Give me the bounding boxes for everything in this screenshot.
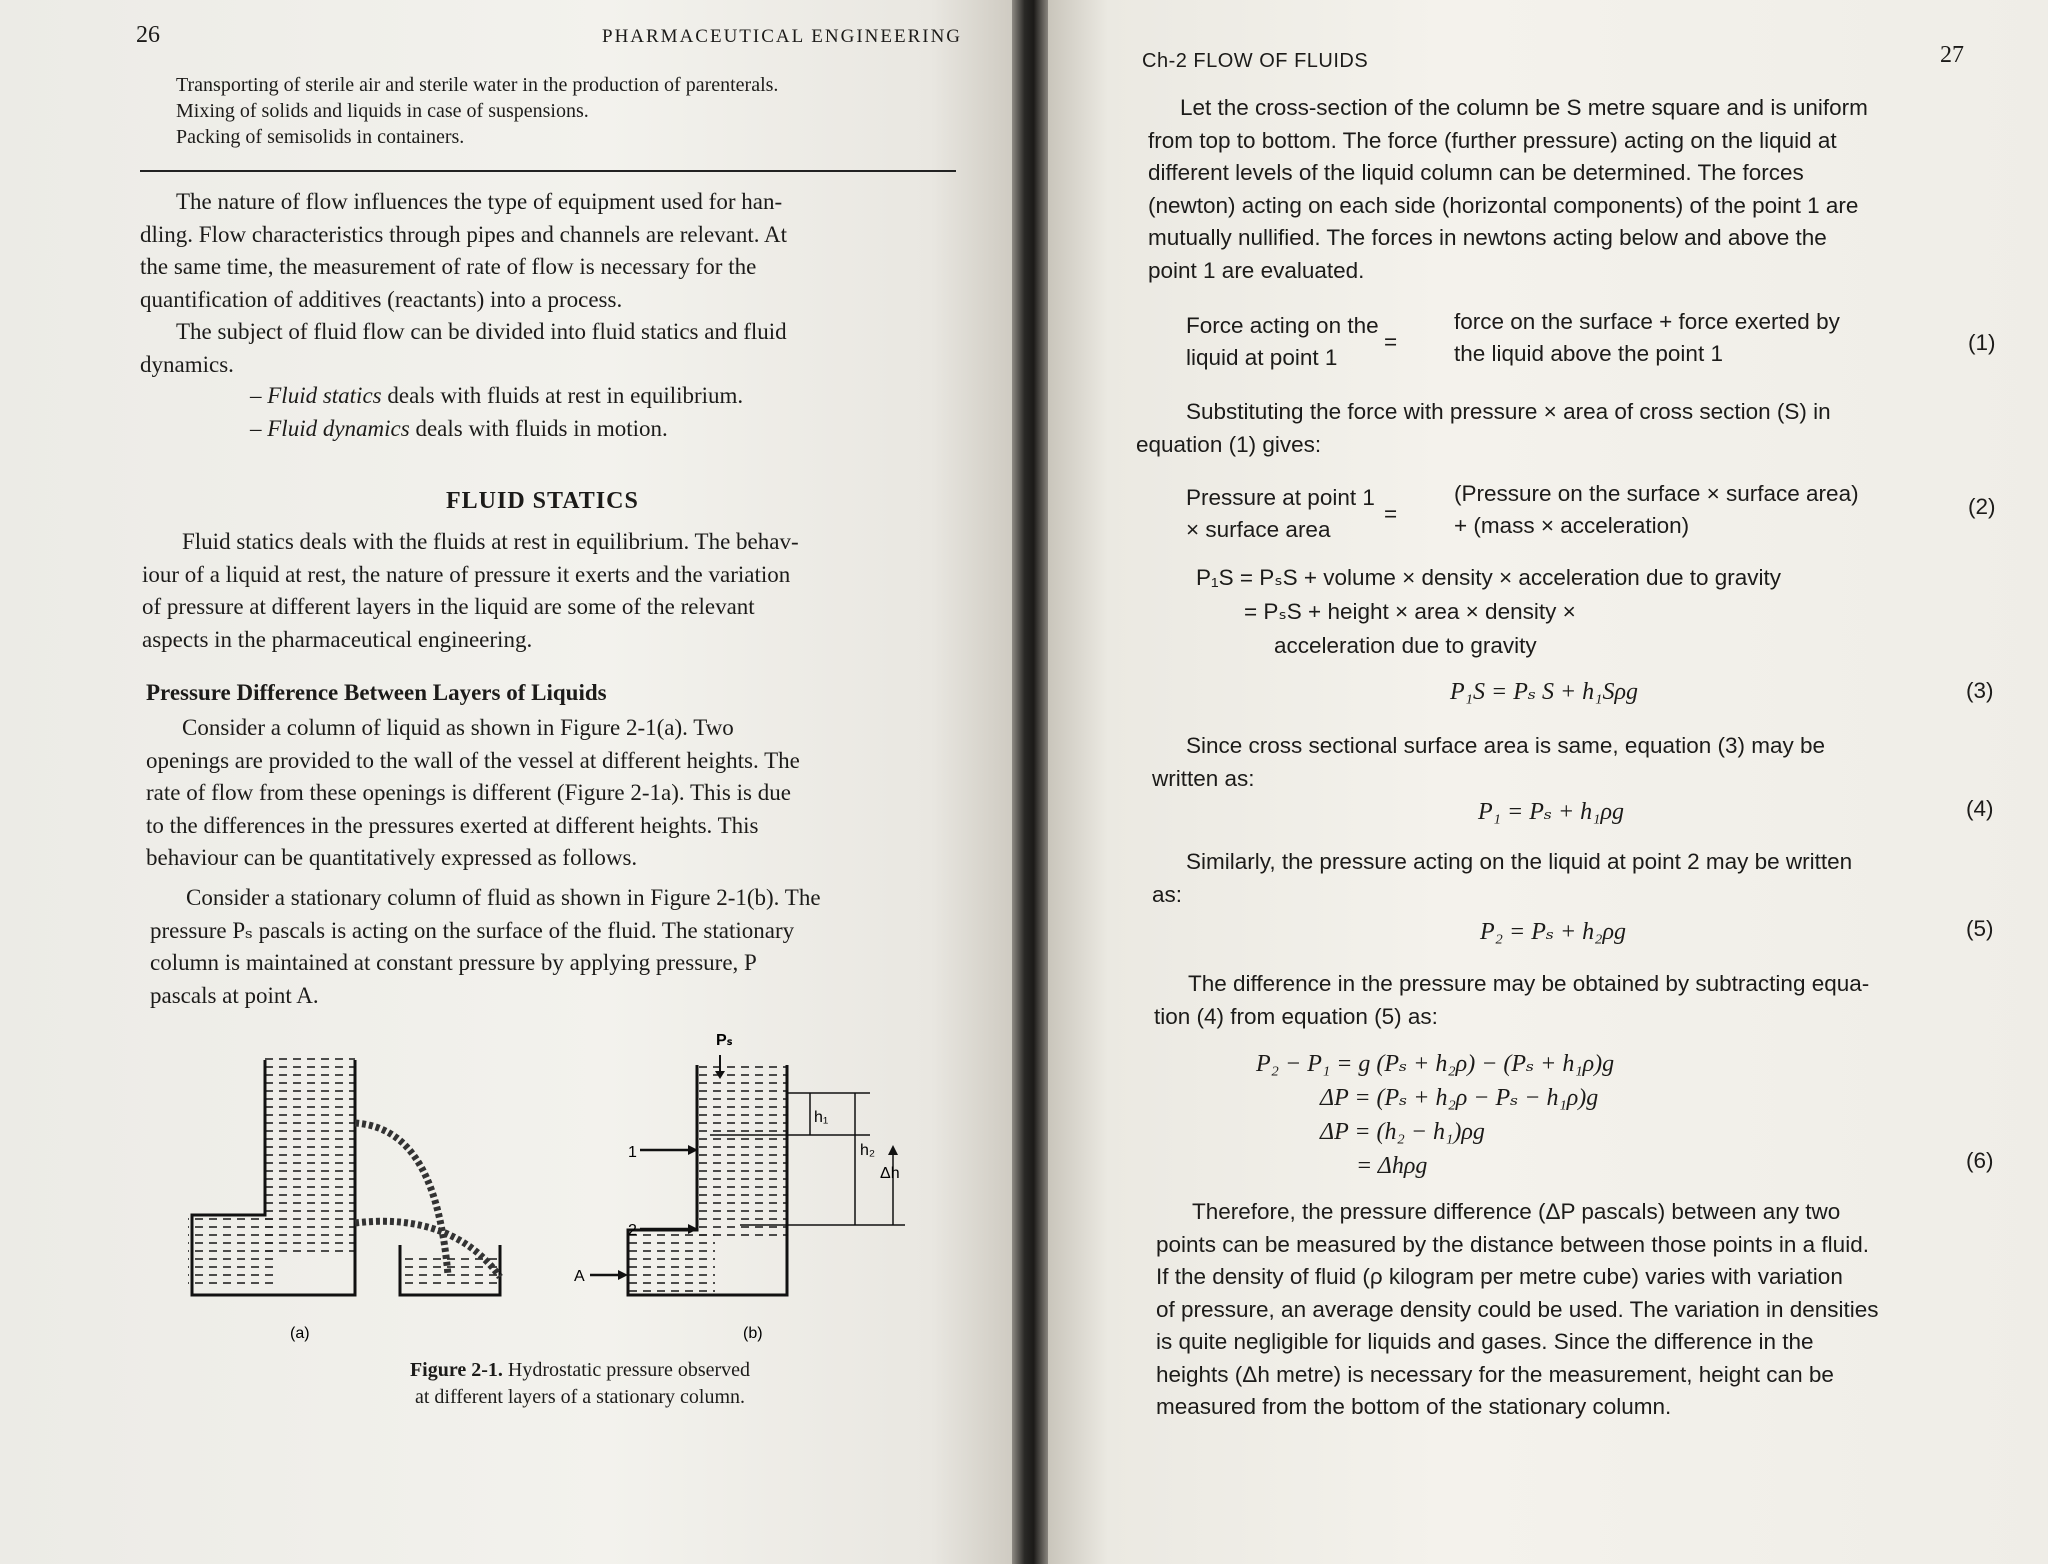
text-line: behaviour can be quantitatively expressed as follows. — [146, 845, 638, 870]
equation-2-sign: = — [1384, 501, 1398, 526]
text-line: Since cross sectional surface area is same, equation (3) may be — [1186, 733, 1826, 758]
text-line: Let the cross-section of the column be S metre square and is uniform — [1180, 95, 1868, 120]
text-line: openings are provided to the wall of the vessel at different heights. The — [146, 747, 800, 773]
ps-label: Pₛ — [716, 1032, 733, 1049]
text-line: iour of a liquid at rest, the nature of pressure it exerts and the variation — [142, 561, 791, 587]
equation-number: (4) — [1966, 796, 1994, 821]
text-line: dling. Flow characteristics through pipes and channels are relevant. At — [140, 221, 787, 247]
paragraph — [1136, 396, 2020, 461]
equation-number: (3) — [1966, 678, 1994, 703]
text-line: quantification of additives (reactants) into a process. — [140, 286, 623, 312]
text-line: If the density of fluid (ρ kilogram per metre cube) varies with variation — [1156, 1264, 1843, 1289]
bullet-item: – Fluid dynamics deals with fluids in motion. — [250, 415, 668, 441]
text-line: as: — [1152, 881, 1183, 907]
equation-block-line: = PₛS + height × area × density × — [1244, 599, 1576, 624]
paragraph — [150, 882, 966, 1012]
text-line: tion (4) from equation (5) as: — [1154, 1003, 1438, 1029]
text-line: equation (1) gives: — [1136, 431, 1322, 457]
text-line: The difference in the pressure may be obtained by subtracting equa- — [1188, 971, 1870, 996]
text-line: aspects in the pharmaceutical engineering. — [142, 626, 533, 652]
figure-a — [188, 1055, 500, 1295]
page-number: 27 — [1940, 42, 1964, 68]
paragraph — [1154, 968, 2030, 1033]
right-page — [1048, 0, 2048, 1564]
text-line: mutually nullified. The forces in newtons acting below and above the — [1148, 225, 1827, 250]
section-heading: FLUID STATICS — [446, 488, 639, 514]
paragraph — [1156, 1196, 2032, 1424]
equation-2-right: (Pressure on the surface × surface area) + (mass × acceleration) — [1454, 481, 1859, 538]
running-head: PHARMACEUTICAL ENGINEERING — [602, 26, 963, 47]
equation-number: (5) — [1966, 916, 1994, 941]
bullet-list — [250, 380, 950, 445]
h1-label: h₁ — [814, 1109, 829, 1126]
text-line: (newton) acting on each side (horizontal components) of the point 1 are — [1148, 192, 1859, 218]
paragraph — [1148, 92, 2020, 287]
text-line: different levels of the liquid column can be determined. The forces — [1148, 160, 1804, 185]
equation-5: P₂ = Pₛ + h₂ρg — [1480, 919, 1627, 945]
text-line: Consider a stationary column of fluid as shown in Figure 2-1(b). The — [186, 885, 821, 910]
equation-3: P₁S = Pₛ S + h₁Sρg — [1450, 679, 1639, 705]
text-line: from top to bottom. The force (further pressure) acting on the liquid at — [1148, 127, 1837, 153]
text-line: The subject of fluid flow can be divided into fluid statics and fluid — [176, 319, 787, 344]
equation-block-line: P₁S = PₛS + volume × density × acceleration due to gravity — [1196, 565, 1782, 590]
divider-rule — [140, 170, 956, 172]
text-line: Fluid statics deals with the fluids at rest in equilibrium. The behav- — [182, 529, 799, 554]
text-line: column is maintained at constant pressure by applying pressure, P — [150, 950, 757, 975]
equation-1-sign: = — [1384, 329, 1398, 354]
text-line: dynamics. — [140, 351, 234, 377]
intro-item: Transporting of sterile air and sterile water in the production of parenterals. — [176, 74, 779, 96]
equation-number: (1) — [1968, 330, 1996, 355]
equation-6-line: = Δhρg — [1356, 1153, 1428, 1179]
text-line: the same time, the measurement of rate of flow is necessary for the — [140, 254, 757, 279]
text-line: of pressure, an average density could be used. The variation in densities — [1156, 1296, 1879, 1322]
equation-number: (6) — [1966, 1148, 1994, 1173]
book-gutter — [1012, 0, 1048, 1564]
intro-item: Packing of semisolids in containers. — [176, 126, 465, 148]
h2-label: h₂ — [860, 1142, 876, 1159]
hydrostatic-figure — [180, 1015, 940, 1345]
text-line: Similarly, the pressure acting on the liquid at point 2 may be written — [1186, 849, 1853, 874]
equation-2-left: Pressure at point 1 × surface area — [1186, 485, 1375, 542]
paragraph — [146, 712, 964, 875]
subheading: Pressure Difference Between Layers of Liquids — [146, 680, 607, 705]
equation-1-right: force on the surface + force exerted by the liquid above the point 1 — [1454, 309, 1840, 366]
paragraph — [1152, 730, 2032, 795]
dh-label: Δh — [880, 1165, 900, 1182]
text-line: The nature of flow influences the type of equipment used for han- — [176, 189, 783, 214]
text-line: Therefore, the pressure difference (ΔP pascals) between any two — [1192, 1199, 1841, 1224]
equation-4: P₁ = Pₛ + h₁ρg — [1478, 799, 1625, 825]
bullet-item: – Fluid statics deals with fluids at rest in equilibrium. — [250, 383, 744, 408]
text-line: Consider a column of liquid as shown in Figure 2-1(a). Two — [182, 715, 734, 740]
text-line: heights (Δh metre) is necessary for the measurement, height can be — [1156, 1361, 1834, 1387]
text-line: points can be measured by the distance between those points in a fluid. — [1156, 1231, 1869, 1257]
figure-b-label: (b) — [743, 1325, 763, 1342]
running-head: Ch-2 FLOW OF FLUIDS — [1142, 50, 1369, 72]
paragraph — [142, 526, 956, 656]
point1-label: 1 — [628, 1144, 637, 1161]
equation-6-line: P₂ − P₁ = g (Pₛ + h₂ρ) − (Pₛ + h₁ρ)g — [1256, 1051, 1615, 1077]
text-line: Substituting the force with pressure × area of cross section (S) in — [1186, 399, 1831, 424]
point2-label: 2 — [628, 1222, 637, 1239]
intro-list — [176, 72, 956, 150]
pointA-label: A — [574, 1268, 585, 1285]
text-line: is quite negligible for liquids and gases. Since the difference in the — [1156, 1329, 1814, 1354]
page-number: 26 — [136, 22, 160, 48]
text-line: written as: — [1152, 765, 1255, 791]
text-line: to the differences in the pressures exerted at different heights. This — [146, 812, 759, 838]
text-line: point 1 are evaluated. — [1148, 257, 1365, 283]
paragraph — [1152, 846, 2032, 911]
equation-6-line: ΔP = (h₂ − h₁)ρg — [1320, 1119, 1485, 1145]
text-line: rate of flow from these openings is different (Figure 2-1a). This is due — [146, 780, 791, 805]
figure-caption: Figure 2-1. Hydrostatic pressure observed at different layers of a stationary column. — [409, 1359, 751, 1408]
equation-block-line: acceleration due to gravity — [1274, 633, 1537, 658]
figure-b — [590, 1055, 905, 1295]
text-line: pressure Pₛ pascals is acting on the surface of the fluid. The stationary — [150, 917, 795, 943]
text-line: measured from the bottom of the stationary column. — [1156, 1394, 1672, 1419]
figure-a-label: (a) — [290, 1325, 310, 1342]
equation-number: (2) — [1968, 494, 1996, 519]
intro-item: Mixing of solids and liquids in case of suspensions. — [176, 100, 589, 122]
paragraph — [140, 186, 956, 316]
paragraph — [140, 316, 956, 381]
equation-1-left: Force acting on the liquid at point 1 — [1186, 313, 1379, 370]
text-line: pascals at point A. — [150, 982, 319, 1008]
text-line: of pressure at different layers in the liquid are some of the relevant — [142, 594, 755, 619]
equation-6-line: ΔP = (Pₛ + h₂ρ − Pₛ − h₁ρ)g — [1320, 1085, 1599, 1111]
left-page — [0, 0, 1012, 1564]
